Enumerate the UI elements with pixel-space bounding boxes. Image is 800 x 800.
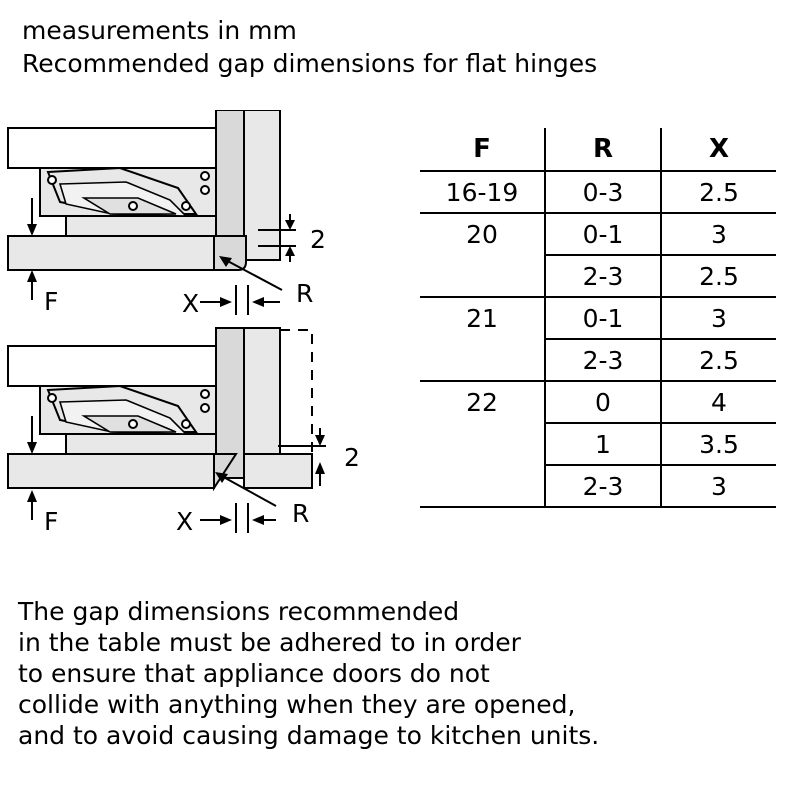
dimension-table xyxy=(420,128,776,508)
cell-x: 2.5 xyxy=(661,171,776,213)
cell-x: 3 xyxy=(661,213,776,255)
cell-f xyxy=(420,465,545,507)
heading-recommended-gap: Recommended gap dimensions for flat hinges xyxy=(22,49,598,78)
top-x-label: X xyxy=(182,289,200,318)
table-row xyxy=(420,213,776,255)
dimension-table-wrap xyxy=(420,128,780,508)
cell-r: 0 xyxy=(545,381,661,423)
table-row xyxy=(420,339,776,381)
table-row xyxy=(420,171,776,213)
cell-r: 0-1 xyxy=(545,297,661,339)
footer-line-4: collide with anything when they are opened, xyxy=(18,690,576,719)
footer-line-2: in the table must be adhered to in order xyxy=(18,628,521,657)
cell-x: 3.5 xyxy=(661,423,776,465)
table-row xyxy=(420,423,776,465)
cell-f: 20 xyxy=(420,213,545,255)
cell-r: 2-3 xyxy=(545,339,661,381)
bottom-view-illustration xyxy=(8,328,326,533)
cell-x: 2.5 xyxy=(661,255,776,297)
cell-r: 0-1 xyxy=(545,213,661,255)
cell-f: 21 xyxy=(420,297,545,339)
footer-line-5: and to avoid causing damage to kitchen units. xyxy=(18,721,600,750)
footer-note xyxy=(18,596,798,751)
table-row xyxy=(420,465,776,507)
cell-f: 22 xyxy=(420,381,545,423)
cell-r: 2-3 xyxy=(545,255,661,297)
table-row xyxy=(420,297,776,339)
heading-block xyxy=(22,14,782,80)
top-front-label: F xyxy=(44,287,59,316)
top-gap-label: 2 xyxy=(310,225,326,254)
table-row xyxy=(420,381,776,423)
bottom-x-label: X xyxy=(176,507,194,536)
header-f: F xyxy=(473,134,491,164)
cell-r: 2-3 xyxy=(545,465,661,507)
cell-f xyxy=(420,339,545,381)
cell-r: 1 xyxy=(545,423,661,465)
top-view-illustration xyxy=(8,110,296,315)
table-header-row xyxy=(420,128,776,171)
header-r: R xyxy=(545,128,661,171)
bottom-front-label: F xyxy=(44,507,59,536)
table-row xyxy=(420,255,776,297)
hinge-diagram xyxy=(0,110,400,570)
cell-f xyxy=(420,423,545,465)
cell-x: 3 xyxy=(661,465,776,507)
footer-line-3: to ensure that appliance doors do not xyxy=(18,659,490,688)
bottom-gap-label: 2 xyxy=(344,443,360,472)
header-x: X xyxy=(708,134,730,164)
top-r-label: R xyxy=(296,279,314,308)
cell-f: 16-19 xyxy=(420,171,545,213)
heading-measurements: measurements in mm xyxy=(22,16,297,45)
footer-line-1: The gap dimensions recommended xyxy=(18,597,460,626)
cell-x: 3 xyxy=(661,297,776,339)
bottom-r-label: R xyxy=(292,499,310,528)
cell-x: 2.5 xyxy=(661,339,776,381)
cell-r: 0-3 xyxy=(545,171,661,213)
cell-f xyxy=(420,255,545,297)
cell-x: 4 xyxy=(661,381,776,423)
